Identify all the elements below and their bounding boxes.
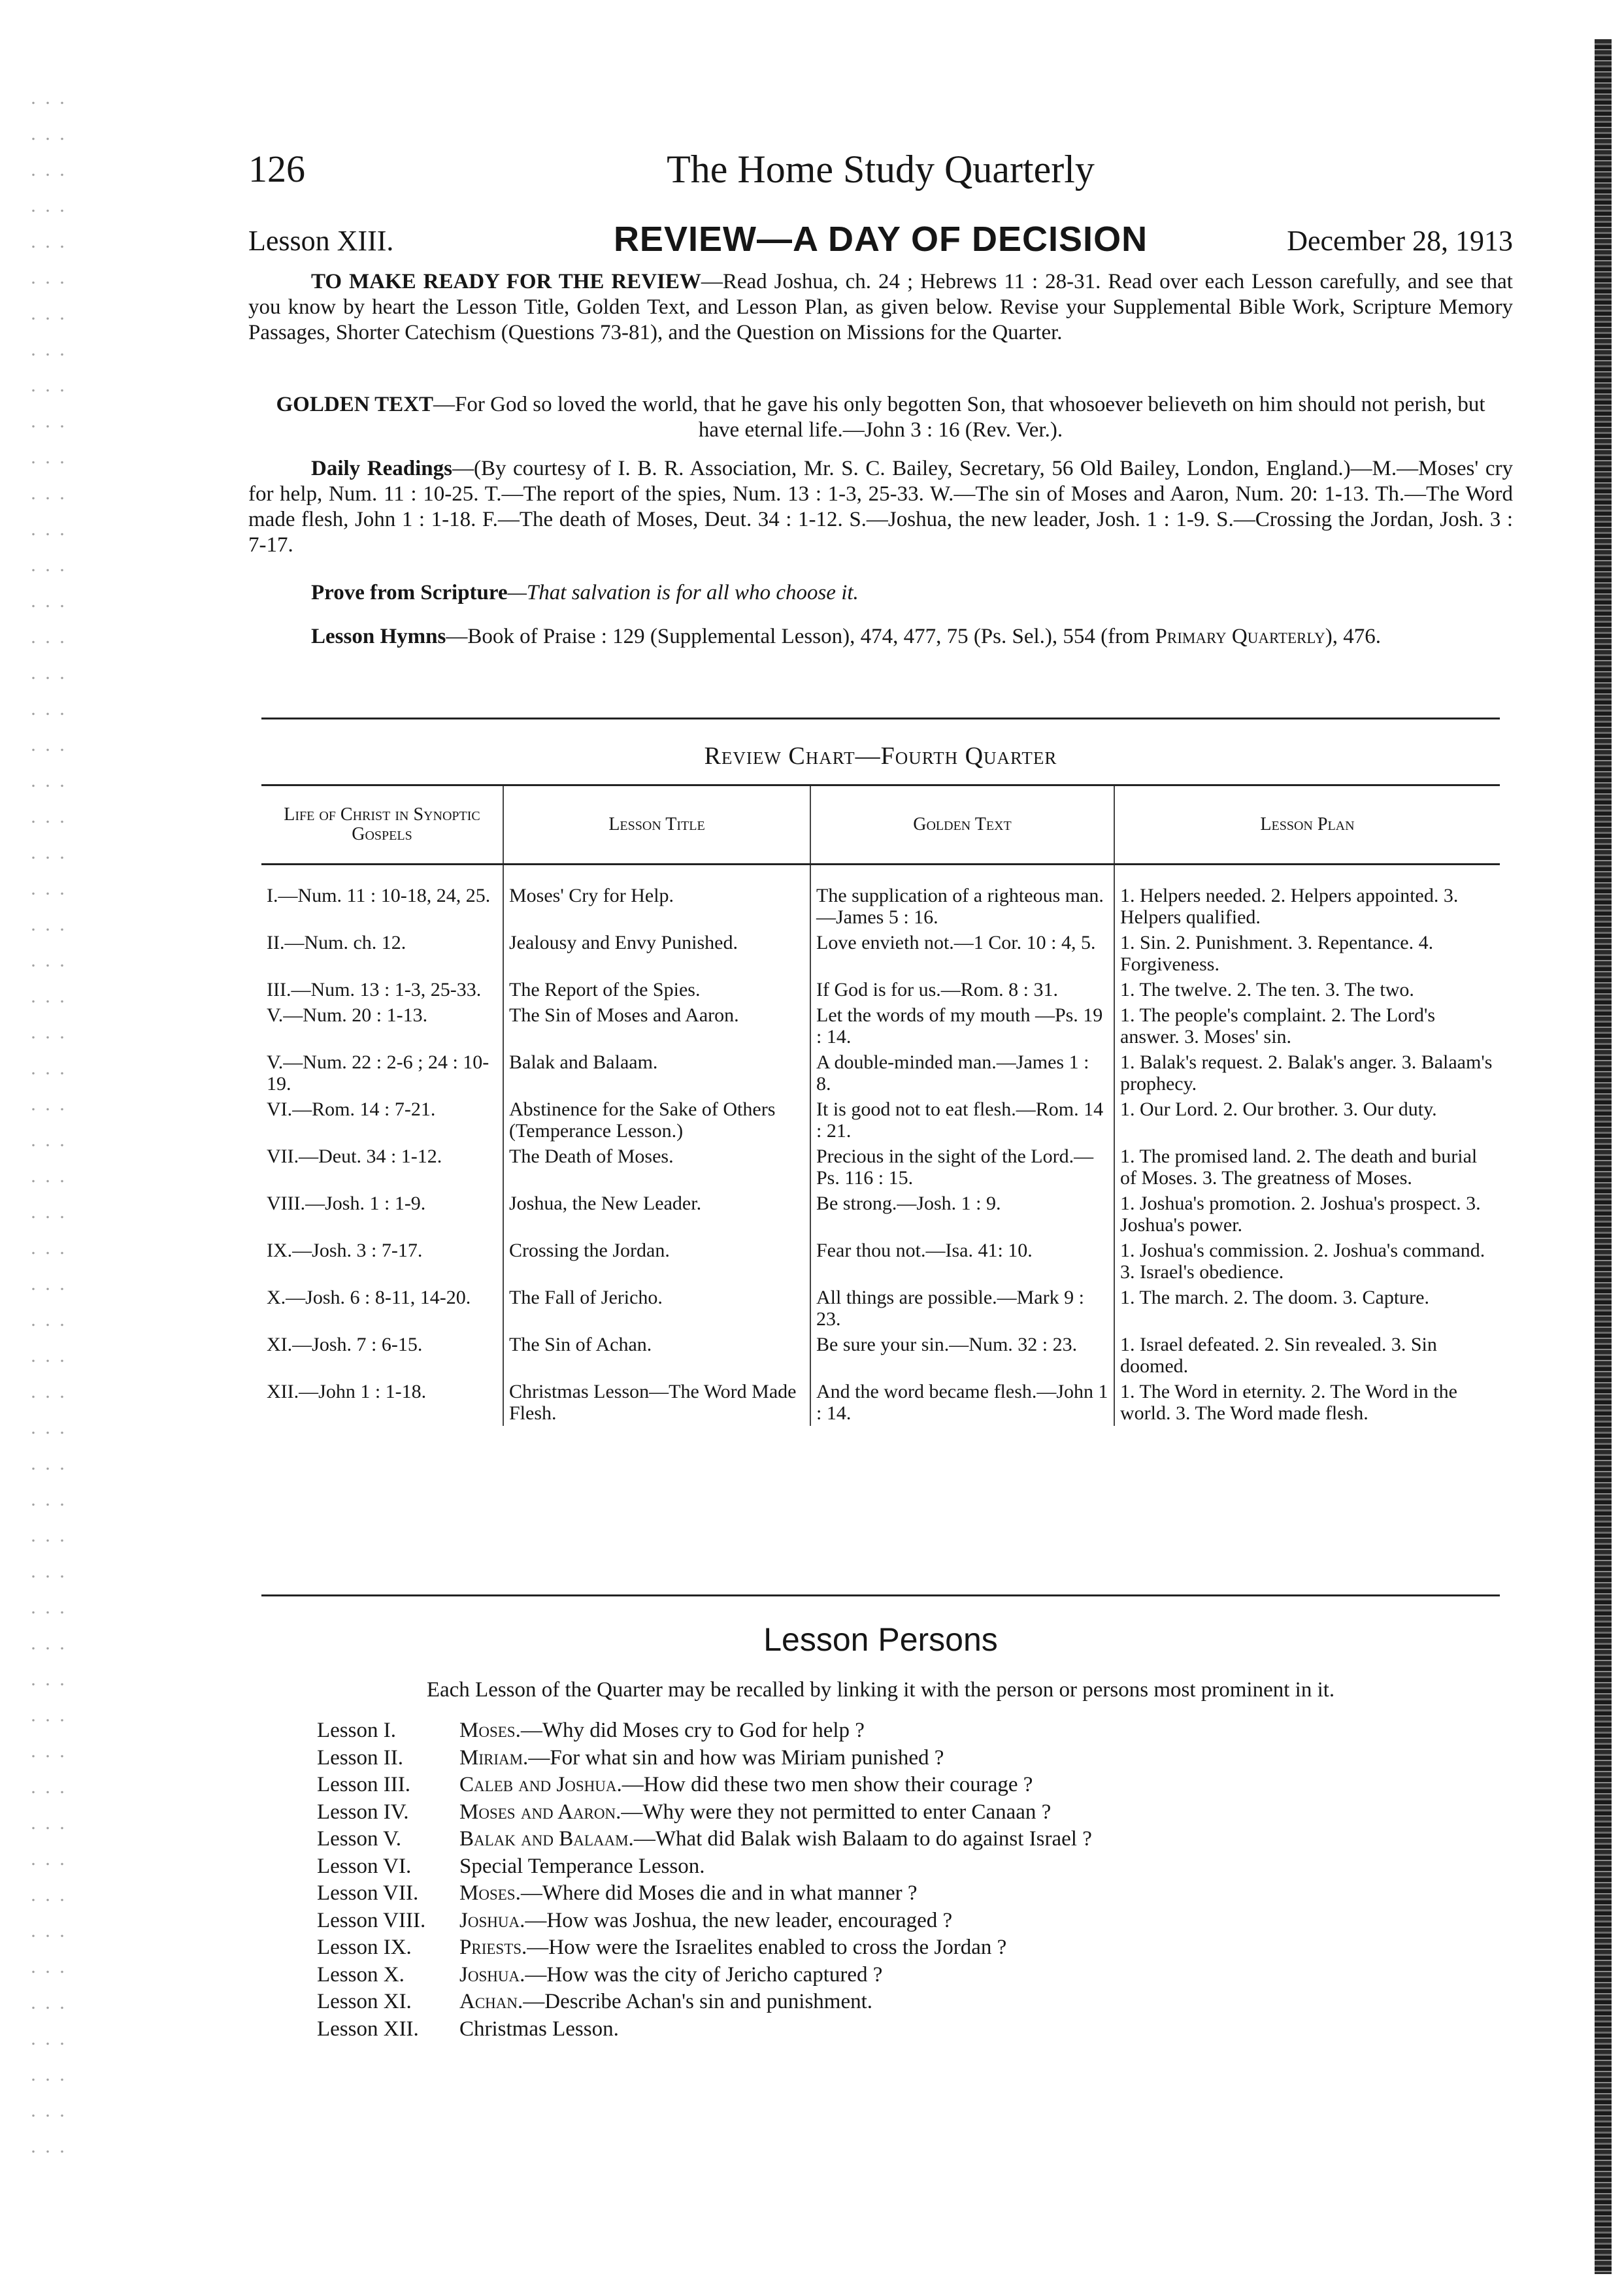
prove-text: —That salvation is for all who choose it. [507,581,859,604]
title-cell: The Sin of Moses and Aaron. [503,1002,810,1049]
person-lesson-label: Lesson XII. [317,2017,419,2041]
person-name: Achan. [459,1990,523,2013]
daily-readings-label: Daily Readings [311,457,452,480]
person-name: Moses. [459,1881,521,1905]
table-row [261,1238,1500,1285]
hymns-label: Lesson Hymns [311,625,446,648]
plan-cell: 1. Our Lord. 2. Our brother. 3. Our duty. [1114,1097,1500,1144]
hymns-text-1: —Book of Praise : 129 (Supplemental Lesson), 474, 477, 75 (Ps. Sel.), 554 (from [446,625,1155,648]
list-item [317,1772,1513,1799]
table-header-row [261,785,1500,865]
scripture-cell: IX.—Josh. 3 : 7-17. [267,1240,423,1261]
person-lesson-label: Lesson I. [317,1719,396,1742]
title-cell: Christmas Lesson—The Word Made Flesh. [503,1379,810,1426]
page-number: 126 [248,148,305,190]
table-row [261,977,1500,1002]
person-question: —Why did Moses cry to God for help ? [520,1719,865,1742]
person-lesson-label: Lesson XI. [317,1990,412,2013]
golden-text-text: —For God so loved the world, that he gave his only begotten Son, that whosoever believeth on him should not perish, but have eternal life.—John 3 : 16 (Rev. Ver.). [433,393,1485,442]
hymns-primary: Primary Quarterly [1155,625,1325,648]
list-item [317,1989,1513,2016]
table-row [261,1332,1500,1379]
person-question: —For what sin and how was Miriam punished ? [528,1745,944,1770]
list-item [317,1826,1513,1853]
golden-text-cell: Be strong.—Josh. 1 : 9. [810,1191,1114,1238]
person-question: —How did these two men show their courage ? [621,1773,1033,1796]
scripture-cell: X.—Josh. 6 : 8-11, 14-20. [267,1287,471,1308]
golden-text-cell: It is good not to eat flesh.—Rom. 14 : 21. [810,1097,1114,1144]
table-row [261,1379,1500,1426]
person-name: Priests. [459,1936,527,1959]
title-cell: The Sin of Achan. [503,1332,810,1379]
title-cell: The Fall of Jericho. [503,1285,810,1332]
person-lesson-label: Lesson IX. [317,1936,412,1959]
daily-readings-text: —(By courtesy of I. B. R. Association, Mr. S. C. Bailey, Secretary, 56 Old Bailey, London, England.)—M.—Moses' cry for help, Num. 11 : 10-25. T.—The report of the spies, Num. 13 : 1-3, 25-33. W.—The sin of Moses and Aaron, Num. 20: 1-13. Th.—The Word made flesh, John 1 : 1-18. F.—The death of Moses, Deut. 34 : 1-12. S.—Joshua, the new leader, Josh. 1 : 1-9. S.—Crossing the Jordan, Josh. 3 : 7-17. [248,457,1513,557]
golden-text-label: GOLDEN TEXT [276,393,434,416]
scripture-cell: XII.—John 1 : 1-18. [267,1381,427,1402]
person-lesson-label: Lesson VII. [317,1881,419,1905]
list-item [317,1853,1513,1881]
person-name: Caleb and Joshua. [459,1773,622,1796]
golden-text-cell: Fear thou not.—Isa. 41: 10. [810,1238,1114,1285]
golden-text-cell: A double-minded man.—James 1 : 8. [810,1049,1114,1097]
scripture-cell: VI.—Rom. 14 : 7-21. [267,1098,436,1120]
golden-text-cell: Be sure your sin.—Num. 32 : 23. [810,1332,1114,1379]
title-cell: Abstinence for the Sake of Others (Temperance Lesson.) [503,1097,810,1144]
hymns-text-2: ), 476. [1325,625,1381,648]
golden-text-cell: If God is for us.—Rom. 8 : 31. [810,977,1114,1002]
person-name: Balak and Balaam. [459,1827,634,1851]
table-bottom-rule [261,1594,1500,1596]
lesson-date: December 28, 1913 [1287,225,1513,257]
scripture-cell: III.—Num. 13 : 1-3, 25-33. [267,979,482,1000]
title-cell: The Death of Moses. [503,1144,810,1191]
golden-text-cell: Precious in the sight of the Lord.—Ps. 116 : 15. [810,1144,1114,1191]
scripture-cell: V.—Num. 22 : 2-6 ; 24 : 10-19. [267,1051,489,1095]
person-question: —What did Balak wish Balaam to do against Israel ? [633,1827,1092,1851]
table-row [261,1097,1500,1144]
person-lesson-label: Lesson V. [317,1827,401,1851]
title-cell: Jealousy and Envy Punished. [503,930,810,977]
person-question: Christmas Lesson. [459,2017,619,2041]
plan-cell: 1. The Word in eternity. 2. The Word in the world. 3. The Word made flesh. [1114,1379,1500,1426]
list-item [317,1962,1513,1989]
person-question: —Why were they not permitted to enter Canaan ? [621,1800,1052,1824]
plan-cell: 1. Balak's request. 2. Balak's anger. 3. Balaam's prophecy. [1114,1049,1500,1097]
scan-edge-artifact [1595,39,1612,2274]
scripture-cell: I.—Num. 11 : 10-18, 24, 25. [267,885,491,906]
review-chart-table [261,784,1500,1426]
binding-specks [26,85,65,2176]
plan-cell: 1. Joshua's commission. 2. Joshua's command. 3. Israel's obedience. [1114,1238,1500,1285]
plan-cell: 1. The march. 2. The doom. 3. Capture. [1114,1285,1500,1332]
table-row [261,1191,1500,1238]
plan-cell: 1. The promised land. 2. The death and burial of Moses. 3. The greatness of Moses. [1114,1144,1500,1191]
title-cell: The Report of the Spies. [503,977,810,1002]
person-name: Miriam. [459,1745,529,1770]
hymns-paragraph [248,624,1513,650]
plan-cell: 1. Sin. 2. Punishment. 3. Repentance. 4. Forgiveness. [1114,930,1500,977]
lesson-persons-intro: Each Lesson of the Quarter may be recalled by linking it with the person or persons most prominent in it. [426,1678,1335,1702]
prove-label: Prove from Scripture [311,581,508,604]
plan-cell: 1. The twelve. 2. The ten. 3. The two. [1114,977,1500,1002]
table-row [261,1285,1500,1332]
table-row [261,865,1500,931]
plan-cell: 1. Joshua's promotion. 2. Joshua's prospect. 3. Joshua's power. [1114,1191,1500,1238]
golden-text-cell: All things are possible.—Mark 9 : 23. [810,1285,1114,1332]
person-name: Joshua. [459,1908,525,1932]
table-row [261,1144,1500,1191]
person-question: —Where did Moses die and in what manner ? [520,1881,918,1905]
title-cell: Moses' Cry for Help. [503,865,810,931]
person-name: Moses. [459,1719,521,1742]
person-question: —How was Joshua, the new leader, encouraged ? [525,1908,953,1932]
person-question: Special Temperance Lesson. [459,1854,705,1878]
person-lesson-label: Lesson X. [317,1962,405,1987]
column-header: Lesson Plan [1114,785,1500,865]
scripture-cell: XI.—Josh. 7 : 6-15. [267,1334,423,1355]
plan-cell: 1. The people's complaint. 2. The Lord's answer. 3. Moses' sin. [1114,1002,1500,1049]
lesson-persons-heading: Lesson Persons [763,1621,998,1658]
scripture-cell: VII.—Deut. 34 : 1-12. [267,1146,442,1167]
column-header: Life of Christ in Synoptic Gospels [261,785,503,865]
golden-text-cell: The supplication of a righteous man.—James 5 : 16. [810,865,1114,931]
prepare-text: —Read Joshua, ch. 24 ; Hebrews 11 : 28-31. Read over each Lesson carefully, and see that you know by heart the Lesson Title, Golden Text, and Lesson Plan, as given below. Revise your Supplemental Bible Work, Scripture Memory Passages, Shorter Catechism (Questions 73-81), and the Question on Missions for the Quarter. [248,270,1513,344]
title-cell: Joshua, the New Leader. [503,1191,810,1238]
list-item [317,1907,1513,1935]
person-question: —How were the Israelites enabled to cross the Jordan ? [527,1936,1007,1959]
person-lesson-label: Lesson VI. [317,1854,412,1878]
scripture-cell: V.—Num. 20 : 1-13. [267,1004,428,1026]
plan-cell: 1. Helpers needed. 2. Helpers appointed. 3. Helpers qualified. [1114,865,1500,931]
person-lesson-label: Lesson VIII. [317,1908,426,1932]
list-item [317,2016,1513,2043]
lesson-number: Lesson XIII. [248,225,394,257]
table-row [261,1049,1500,1097]
golden-text-paragraph [248,392,1513,443]
golden-text-cell: Let the words of my mouth —Ps. 19 : 14. [810,1002,1114,1049]
lesson-header [248,219,1513,265]
person-lesson-label: Lesson III. [317,1773,410,1796]
golden-text-cell: And the word became flesh.—John 1 : 14. [810,1379,1114,1426]
person-lesson-label: Lesson II. [317,1745,403,1770]
running-head [248,147,1513,199]
title-cell: Crossing the Jordan. [503,1238,810,1285]
column-header: Golden Text [810,785,1114,865]
table-row [261,930,1500,977]
prepare-paragraph [248,269,1513,346]
prove-paragraph [248,580,1513,606]
list-item [317,1934,1513,1962]
plan-cell: 1. Israel defeated. 2. Sin revealed. 3. Sin doomed. [1114,1332,1500,1379]
person-name: Moses and Aaron. [459,1800,621,1824]
golden-text-cell: Love envieth not.—1 Cor. 10 : 4, 5. [810,930,1114,977]
prepare-label: TO MAKE READY FOR THE REVIEW [311,270,701,293]
scripture-cell: VIII.—Josh. 1 : 1-9. [267,1193,426,1214]
table-row [261,1002,1500,1049]
list-item [317,1745,1513,1772]
chart-title: Review Chart—Fourth Quarter [704,742,1057,770]
lesson-persons-list [317,1717,1513,2043]
person-name: Joshua. [459,1962,525,1987]
list-item [317,1880,1513,1907]
section-divider [261,718,1500,719]
column-header: Lesson Title [503,785,810,865]
person-question: —How was the city of Jericho captured ? [525,1962,883,1987]
person-question: —Describe Achan's sin and punishment. [523,1990,873,2013]
scripture-cell: II.—Num. ch. 12. [267,932,406,953]
daily-readings-paragraph [248,456,1513,558]
list-item [317,1799,1513,1826]
person-lesson-label: Lesson IV. [317,1800,409,1824]
list-item [317,1717,1513,1745]
lesson-heading: REVIEW—A DAY OF DECISION [613,220,1148,259]
title-cell: Balak and Balaam. [503,1049,810,1097]
journal-title: The Home Study Quarterly [667,148,1095,191]
